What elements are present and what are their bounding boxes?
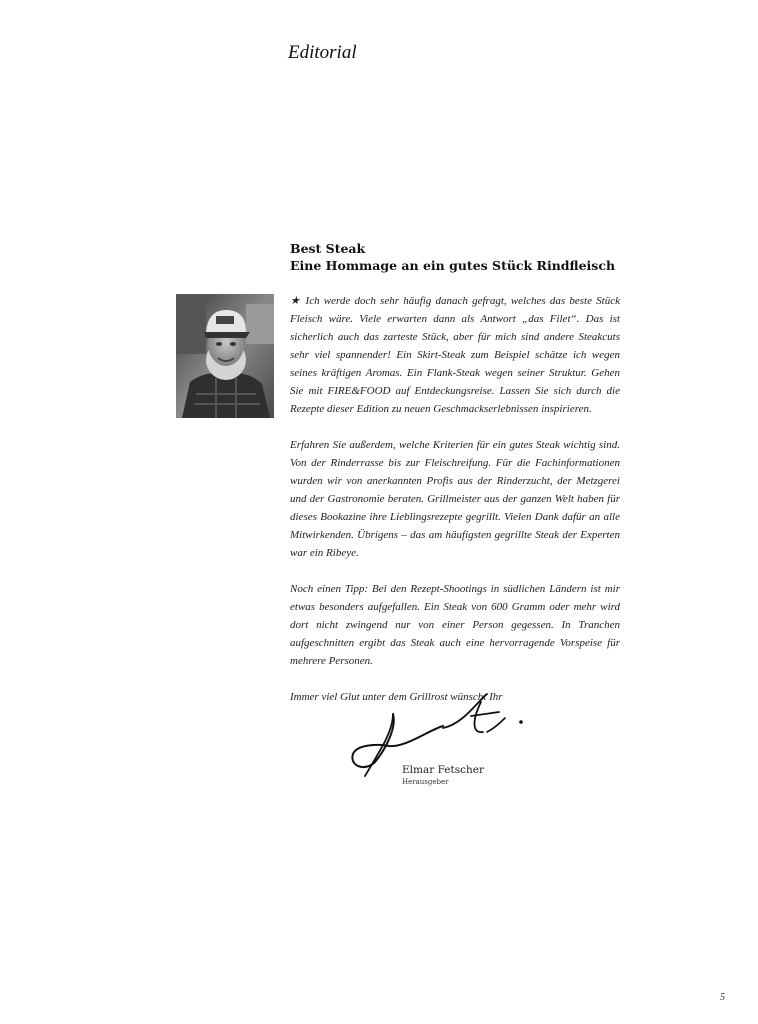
headline-title: Best Steak — [290, 241, 366, 256]
author-name: Elmar Fetscher — [402, 764, 485, 776]
headline-subtitle: Eine Hommage an ein gutes Stück Rindfleisch — [290, 258, 616, 273]
article-headline — [290, 240, 630, 274]
page-number: 5 — [720, 992, 725, 1003]
article-body — [290, 292, 620, 706]
paragraph-tip: Noch einen Tipp: Bei den Rezept-Shootings in südlichen Ländern ist mir etwas besonders aufgefallen. Ein Steak von 600 Gramm oder mehr wird dort nicht zwingend nur von einer Person gegessen. In Tranchen aufgeschnitten ergibt das Steak auch eine hervorragende Vorspeise für mehrere Personen. — [290, 583, 620, 667]
paragraph-intro: ★ Ich werde doch sehr häufig danach gefragt, welches das beste Stück Fleisch wäre. Viele erwarten dann als Antwort „das Filet“. Das ist sicherlich auch das zarteste Stück, aber für mich sind andere Steakcuts sehr viel spannender! Ein Skirt-Steak zum Beispiel schätze ich wegen seines kräftigen Aromas. Ein Flank-Steak wegen seiner Struktur. Gehen Sie mit FIRE&FOOD auf Entdeckungsreise. Lassen Sie sich durch die Rezepte dieser Edition zu neuen Geschmackserlebnissen inspirieren. — [290, 295, 620, 415]
author-role: Herausgeber — [402, 778, 449, 786]
author-portrait-image — [176, 294, 274, 418]
paragraph-criteria: Erfahren Sie außerdem, welche Kriterien für ein gutes Steak wichtig sind. Von der Rinderrasse bis zur Fleischreifung. Für die Fachinformationen wurden wir von anerkannten Profis aus der Rinderzucht, der Metzgerei und der Gastronomie beraten. Grillmeister aus der ganzen Welt haben für dieses Bookazine ihre Lieblingsrezepte gegrillt. Vielen Dank dafür an alle Mitwirkenden. Übrigens – das am häufigsten gegrillte Steak der Experten war ein Ribeye. — [290, 439, 620, 559]
paragraph-closing: Immer viel Glut unter dem Grillrost wünscht Ihr — [290, 691, 503, 703]
author-portrait — [176, 294, 274, 418]
section-title: Editorial — [288, 42, 357, 63]
